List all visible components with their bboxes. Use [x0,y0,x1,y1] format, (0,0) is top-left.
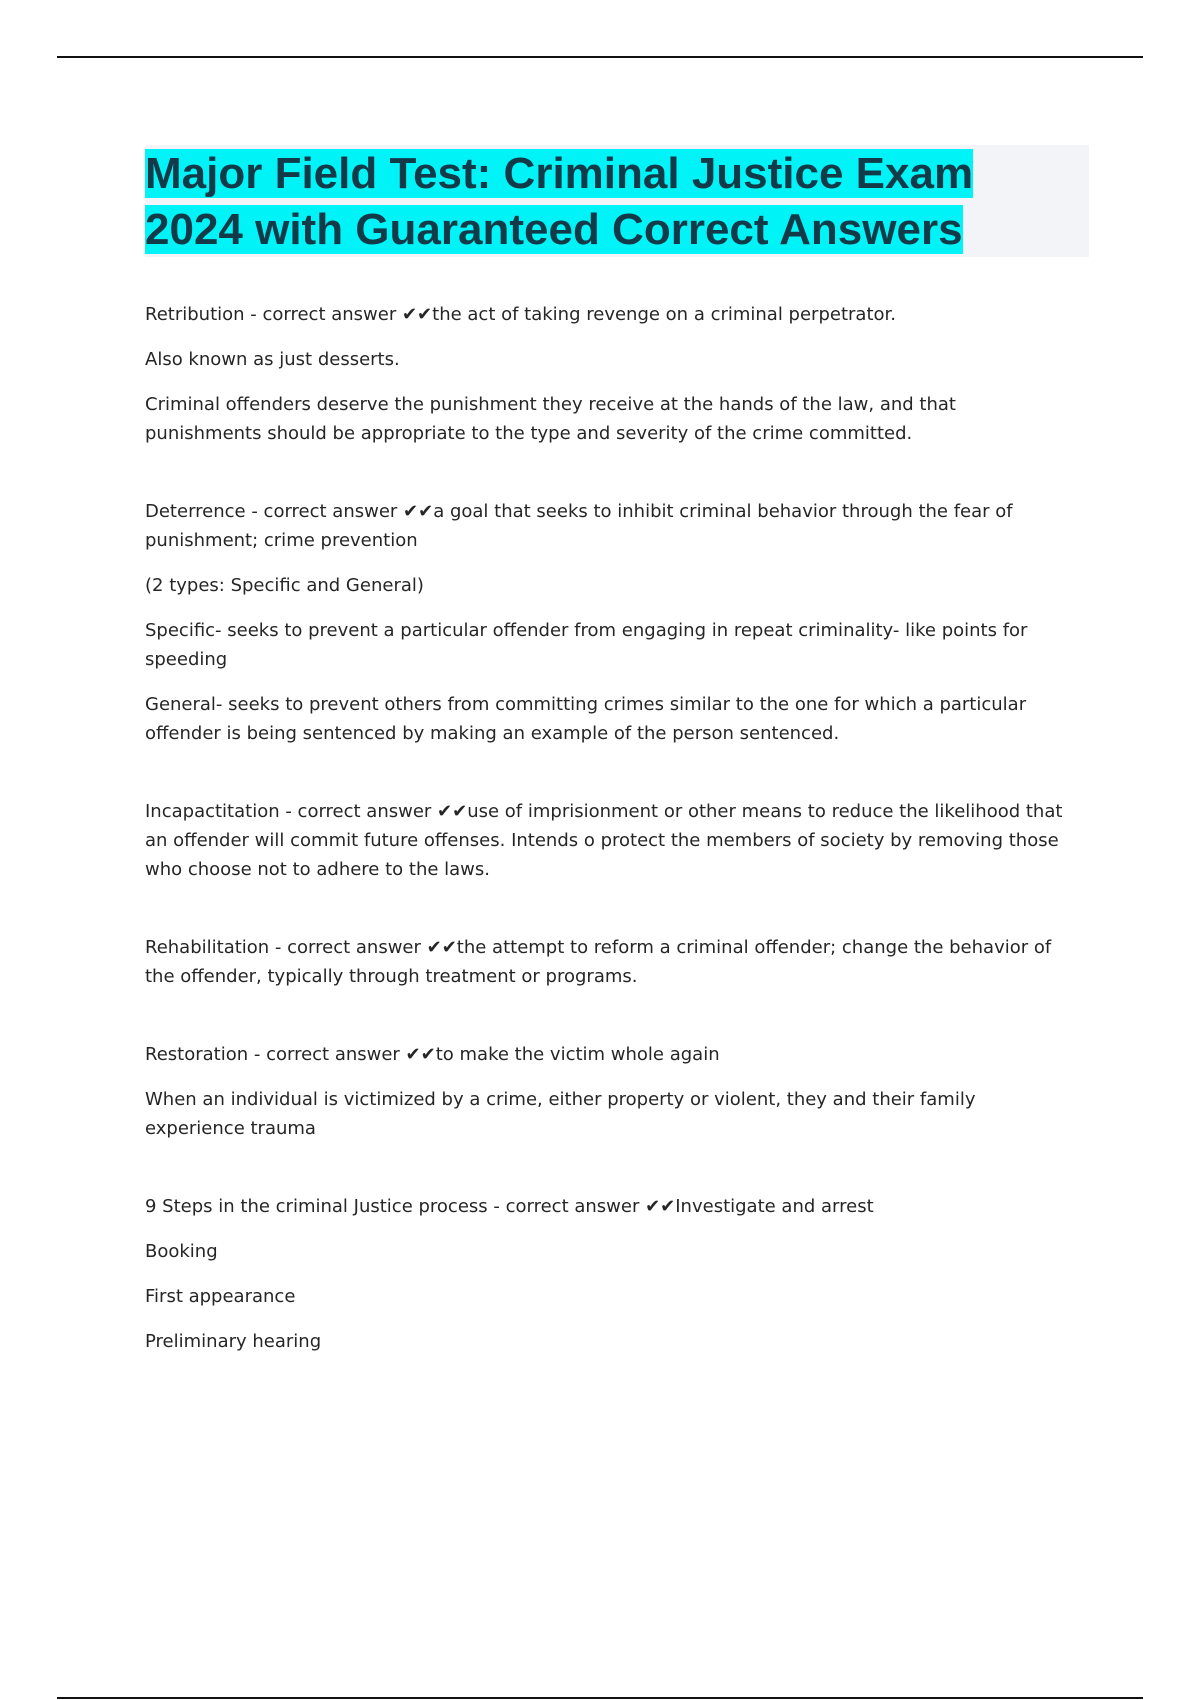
definition-line: Preliminary hearing [145,1331,322,1352]
top-rule [57,56,1143,58]
definition-line: Restoration - correct answer ✔✔to make the victim whole again [145,1044,720,1065]
title-line-2: 2024 with Guaranteed Correct Answers [145,205,963,254]
entry-retribution [145,300,1075,448]
document-title [145,146,1089,258]
definition-line: When an individual is victimized by a crime, either property or violent, they and their family experience trauma [145,1089,976,1139]
definition-line: General- seeks to prevent others from committing crimes similar to the one for which a particular offender is being sentenced by making an example of the person sentenced. [145,694,1027,744]
definition-line: Booking [145,1241,218,1262]
definition-line: 9 Steps in the criminal Justice process - correct answer ✔✔Investigate and arrest [145,1196,874,1217]
definition-line: Criminal offenders deserve the punishment they receive at the hands of the law, and that punishments should be appropriate to the type and severity of the crime committed. [145,394,956,444]
bottom-rule [57,1697,1143,1699]
definition-line: Incapactitation - correct answer ✔✔use of imprisionment or other means to reduce the likelihood that an offender will commit future offenses. Intends o protect the members of society by removing those who choose not to adhere to the laws. [145,801,1063,880]
definition-line: Retribution - correct answer ✔✔the act of taking revenge on a criminal perpetrator. [145,304,896,325]
entry-restoration [145,1040,1075,1143]
entry-nine-steps [145,1192,1075,1356]
title-line-1: Major Field Test: Criminal Justice Exam [145,149,974,198]
definition-line: Specific- seeks to prevent a particular offender from engaging in repeat criminality- like points for speeding [145,620,1028,670]
entry-incapacitation [145,797,1075,884]
entry-deterrence [145,497,1075,748]
definition-line: First appearance [145,1286,296,1307]
definition-line: Deterrence - correct answer ✔✔a goal that seeks to inhibit criminal behavior through the fear of punishment; crime prevention [145,501,1013,551]
definition-line: (2 types: Specific and General) [145,575,424,596]
entry-rehabilitation [145,933,1075,991]
definition-line: Rehabilitation - correct answer ✔✔the attempt to reform a criminal offender; change the behavior of the offender, typically through treatment or programs. [145,937,1052,987]
definition-line: Also known as just desserts. [145,349,400,370]
document-body [145,300,1075,1356]
